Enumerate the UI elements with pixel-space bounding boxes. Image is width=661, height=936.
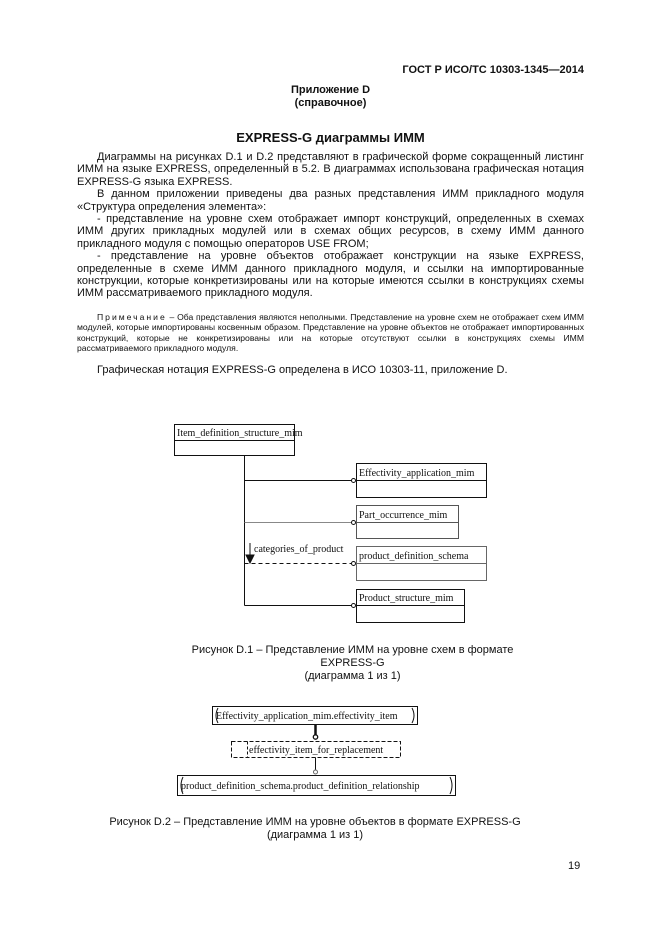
schema-name: Part_occurrence_mim — [359, 510, 448, 521]
type-name: effectivity_item_for_replacement — [249, 745, 384, 756]
paragraph: Диаграммы на рисунках D.1 и D.2 представляют в графической форме сокращенный листинг ИММ на языке EXPRESS, определенный в 5.2. В диаграммах использована графическая нотация EXPRESS-G языка EXPRESS. — [77, 151, 584, 188]
connector-circle-icon — [314, 770, 318, 774]
connector-circle-icon — [352, 521, 356, 525]
annex-title: Приложение D — [290, 84, 371, 96]
paragraph: - представление на уровне схем отображает импорт конструкций, определенных в схемах ИММ других прикладных модулей или в схемах общих ресурсов, в схему ИММ данного прикладного модуля с помощью операторов USE FROM; — [77, 213, 584, 250]
reference-label: categories_of_product — [254, 544, 344, 555]
note-text: – Оба представления являются неполными. Представление на уровне схем не отображает схем ИММ модулей, которые импортированы косвенным образом. Представление на уровне объектов не отображает импортированных конструкций, которые не конкретизированы или на которые отсутствуют ссылки в конструкциях схемы ИММ рассматриваемого прикладного модуля. — [77, 311, 584, 354]
caption-line: (диаграмма 1 из 1) — [266, 829, 364, 841]
schema-name: product_definition_schema — [359, 551, 469, 562]
connector-circle-icon — [352, 479, 356, 483]
paragraph: - представление на уровне объектов отображает конструкции на языке EXPRESS, определенные в схеме ИММ данного прикладного модуля, и ссылки на импортированные конструкции, которые конкретизированы или на которые имеются ссылки в конструкциях схемы ИММ рассматриваемого прикладного модуля. — [77, 250, 584, 300]
document-header: ГОСТ Р ИСО/ТС 10303-1345—2014 — [402, 64, 584, 76]
entity-name: product_definition_schema.product_definition_relationship — [181, 781, 420, 792]
connector-circle-icon — [352, 562, 356, 566]
reference-text: Графическая нотация EXPRESS-G определена в ИСО 10303-11, приложение D. — [97, 363, 508, 376]
note-label: Примечание — [97, 311, 167, 322]
connector-circle-icon — [313, 735, 317, 739]
page-number: 19 — [568, 860, 581, 872]
section-title: EXPRESS-G диаграммы ИММ — [236, 130, 425, 145]
figure-d1-caption — [190, 644, 515, 683]
caption-line: Рисунок D.2 – Представление ИММ на уровне объектов в формате EXPRESS-G — [109, 816, 521, 828]
caption-line: Рисунок D.1 – Представление ИММ на уровне схем в формате EXPRESS-G — [191, 644, 514, 669]
schema-name: Item_definition_structure_mim — [177, 428, 303, 439]
paragraph: В данном приложении приведены два разных представления ИММ прикладного модуля «Структура определения элемента»: — [77, 188, 584, 213]
connector-circle-icon — [352, 604, 356, 608]
schema-name: Product_structure_mim — [359, 593, 454, 604]
caption-line: (диаграмма 1 из 1) — [304, 670, 401, 682]
entity-name: Effectivity_application_mim.effectivity_item — [216, 711, 398, 722]
figure-d2-caption — [100, 816, 530, 842]
schema-name: Effectivity_application_mim — [359, 468, 475, 479]
annex-subtitle: (справочное) — [294, 96, 367, 109]
